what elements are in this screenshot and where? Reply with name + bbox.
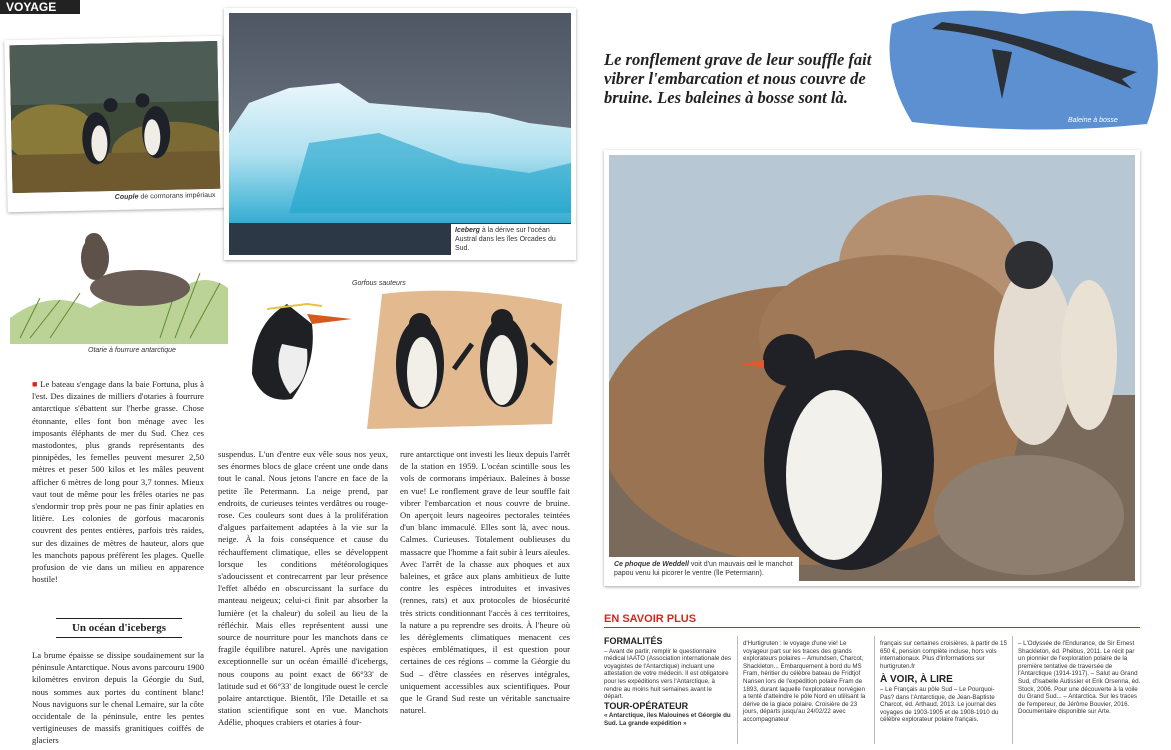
article-col3: rure antarctique ont investi les lieux depuis l'arrêt de la station en 1959. L'océan scintille sous les vols de cormorans impériaux. Baleines à bosse en vue! Le ronflement grave de leur souffle fait vibrer l'embarcation et nous couvre de bruine. On aperçoit leurs nageoires pectorales teintées d'un blanc immaculé. Elles sont là, avec nous. Calmes. Curieuses. Totalement oublieuses du massacre que l'homme a fait subir à leurs aïeules. Avec l'arrêt de la chasse aux phoques et aux baleines, et grâce aux plans ambitieux de lutte contre les espèces introduites et invasives (rennes, rats) et aux protocoles de biosécurité très stricts conditionnant l'accès à ces territoires, la nature a pu reprendre ses droits. À l'heure où les dérèglements climatiques menacent ces espèces emblématiques, il est question pour certaines de ces régions – comme la Géorgie du Sud – d'être classées en réserves intégrales, uniquement accessibles aux scientifiques. Pour que le Grand Sud reste un véritable sanctuaire naturel. xyxy=(400,449,570,716)
paragraph-marker: ■ xyxy=(32,379,38,389)
gorfous-illustration xyxy=(232,284,572,430)
a-voir-heading: À VOIR, À LIRE xyxy=(880,674,953,686)
section-tag: VOYAGE xyxy=(0,0,80,14)
pull-quote: Le ronflement grave de leur souffle fait vibrer l'embarcation et nous couvre de bruine. Les baleines à bosse sont là. xyxy=(604,50,872,107)
info-col3-books: – Le Français au pôle Sud – Le Pourquoi-Pas? dans l'Antarctique, de Jean-Baptiste Charcot, éd. Arthaud, 2013. Le journal des voyages de 1903-1905 et de 1908-1910 du célèbre explorateur polaire français. xyxy=(880,685,999,724)
gorfous-caption: Gorfous sauteurs xyxy=(352,280,406,287)
info-col4: – L'Odyssée de l'Endurance, de Sir Ernest Shackleton, éd. Phébus, 2011. Le récit par un pionnier de l'exploration polaire de la première tentative de traversée de l'Antarctique (1914-1917). – Salut au Grand Sud, d'Isabelle Autissier et Erik Orsenna, éd. Stock, 2006. Pour une découverte à la voile du Grand Sud... – Antarctica. Sur les traces de l'empereur, de Jérôme Bouvier, 2016. Documentaire disponible sur Arte. xyxy=(1018,640,1141,716)
info-col3 xyxy=(880,640,1008,724)
seal-penguin-photo xyxy=(604,150,1140,586)
formalites-heading: FORMALITÉS xyxy=(604,636,663,646)
col1-paragraph2: La brume épaisse se dissipe soudainement sur la péninsule Antarctique. Nous avons parcouru 1900 kilomètres environ depuis la Géorgie du Sud, nous sommes aux portes du continent blanc! Nous naviguons sur le chenal Lemaire, sur la côte occidentale de la péninsule, entre les pentes vertigineuses de massifs granitiques coiffés de glaciers xyxy=(32,650,204,746)
iceberg-caption-bold: Iceberg xyxy=(455,227,480,234)
seal-caption: voit d'un mauvais œil le manchot papou venu lui picorer le ventre (île Petermann). xyxy=(614,561,793,577)
iceberg-image xyxy=(229,13,571,255)
whale-caption: Baleine à bosse xyxy=(1068,117,1118,124)
en-savoir-plus-title: EN SAVOIR PLUS xyxy=(604,613,1140,628)
cormorants-caption-bold: Couple xyxy=(114,193,139,202)
tour-operateur-text: « Antarctique, îles Malouines et Géorgie du Sud. La grande expédition » xyxy=(604,712,731,727)
article-col2: suspendus. L'un d'entre eux vêle sous nos yeux, ses énormes blocs de glace créent une onde dans tout le canal. Nous jetons l'ancre en face de la petite île Petermann. La neige prend, par endroits, de curieuses teintes verdâtres ou rouge-rose. Ces couleurs sont dues à la prolifération d'algues parfaitement adaptées à la vie sur la neige. À la fois conséquence et cause du réchauffement climatique, elles se développent lorsque les conditions météorologiques s'adoucissent et contrecarrent par leur présence l'effet albédo en obscurcissant la surface du manteau neigeux; celui-ci finit par absorber la lumière (et la chaleur) du soleil au lieu de la réfléchir. Mais elles représentent aussi une source de nourriture pour les manchots dans ce fragile équilibre naturel. Après une navigation exceptionnelle sur un océan émaillé d'icebergs, nous coupons au point exact de 66°33' de latitude sud et 66°33' de longitude ouest le cercle polaire antarctique. Bientôt, l'île Detaille et sa station scientifique sont en vue. Manchots Adélie, phoques crabiers et otaries à four- xyxy=(218,449,388,728)
column-divider xyxy=(874,636,875,744)
subheading: Un océan d'icebergs xyxy=(56,618,182,638)
iceberg-caption: à la dérive sur l'océan Austral dans les îles Orcades du Sud. xyxy=(455,227,556,252)
column-divider xyxy=(737,636,738,744)
iceberg-photo xyxy=(224,8,576,260)
whale-illustration xyxy=(882,4,1166,136)
article-col1 xyxy=(32,378,204,585)
column-divider xyxy=(1012,636,1013,744)
info-col1 xyxy=(604,636,732,728)
formalites-text: – Avant de partir, remplir le questionnaire médical IAATO (Association internationale des voyagistes de l'Antarctique) incluant une attestation de votre médecin. Il est obligatoire pour les expéditions vers l'Antarctique, à rendre au moins huit semaines avant le départ. xyxy=(604,647,732,701)
otarie-illustration xyxy=(10,228,228,344)
cormorants-image xyxy=(9,41,220,193)
seal-penguin-image xyxy=(609,155,1135,581)
cormorants-photo xyxy=(4,36,226,213)
tour-operateur-heading: TOUR-OPÉRATEUR xyxy=(604,700,689,711)
cormorants-caption: de cormorans impériaux xyxy=(140,191,216,201)
seal-caption-bold: Ce phoque de Weddell xyxy=(614,561,689,568)
otarie-caption: Otarie à fourrure antarctique xyxy=(88,347,176,354)
info-col2: d'Hurtigruten : le voyage d'une vie! Le voyageur part sur les traces des grands explorateurs polaires – Amundsen, Charcot, Shackleton... Embarquement à bord du MS Fram, héritier du célèbre bateau de Fridtjof Nansen lors de l'expédition polaire Fram de 1893, durant laquelle l'explorateur norvégien a tenté d'atteindre le pôle Nord en utilisant la dérive de la glace polaire. Croisière de 23 jours, départs jusqu'au 24/02/22 avec accompagnateur xyxy=(743,640,866,723)
info-col3-text: français sur certaines croisières, à partir de 15 650 €, pension complète incluse, hors vols internationaux. Plus d'informations sur hurtigruten.fr xyxy=(880,640,1007,670)
col1-paragraph1: Le bateau s'engage dans la baie Fortuna, plus à l'est. Des dizaines de milliers d'otaries à fourrure antarctique s'ébattent sur l'herbe grasse. Chose étonnante, elles font bon ménage avec les imposants éléphants de mer du Sud. Chez ces mastodontes, plus grands représentants des pinnipèdes, les femelles peuvent mesurer 2,50 mètres et peser 500 kilos et les mâles peuvent afficher 6 mètres de long pour 3,7 tonnes. Mieux vaut tout de même pour les frêles otaries ne pas s'endormir trop près pour ne pas finir aplaties en litière. Les colonies de gorfous macaronis couvrent des pentes entières, parfois très raides, sur des dizaines de mètres de hauteur, alors que les manchots papous préfèrent les plages. Quelle profusion de vie dans un milieu en apparence hostile! xyxy=(32,379,204,585)
